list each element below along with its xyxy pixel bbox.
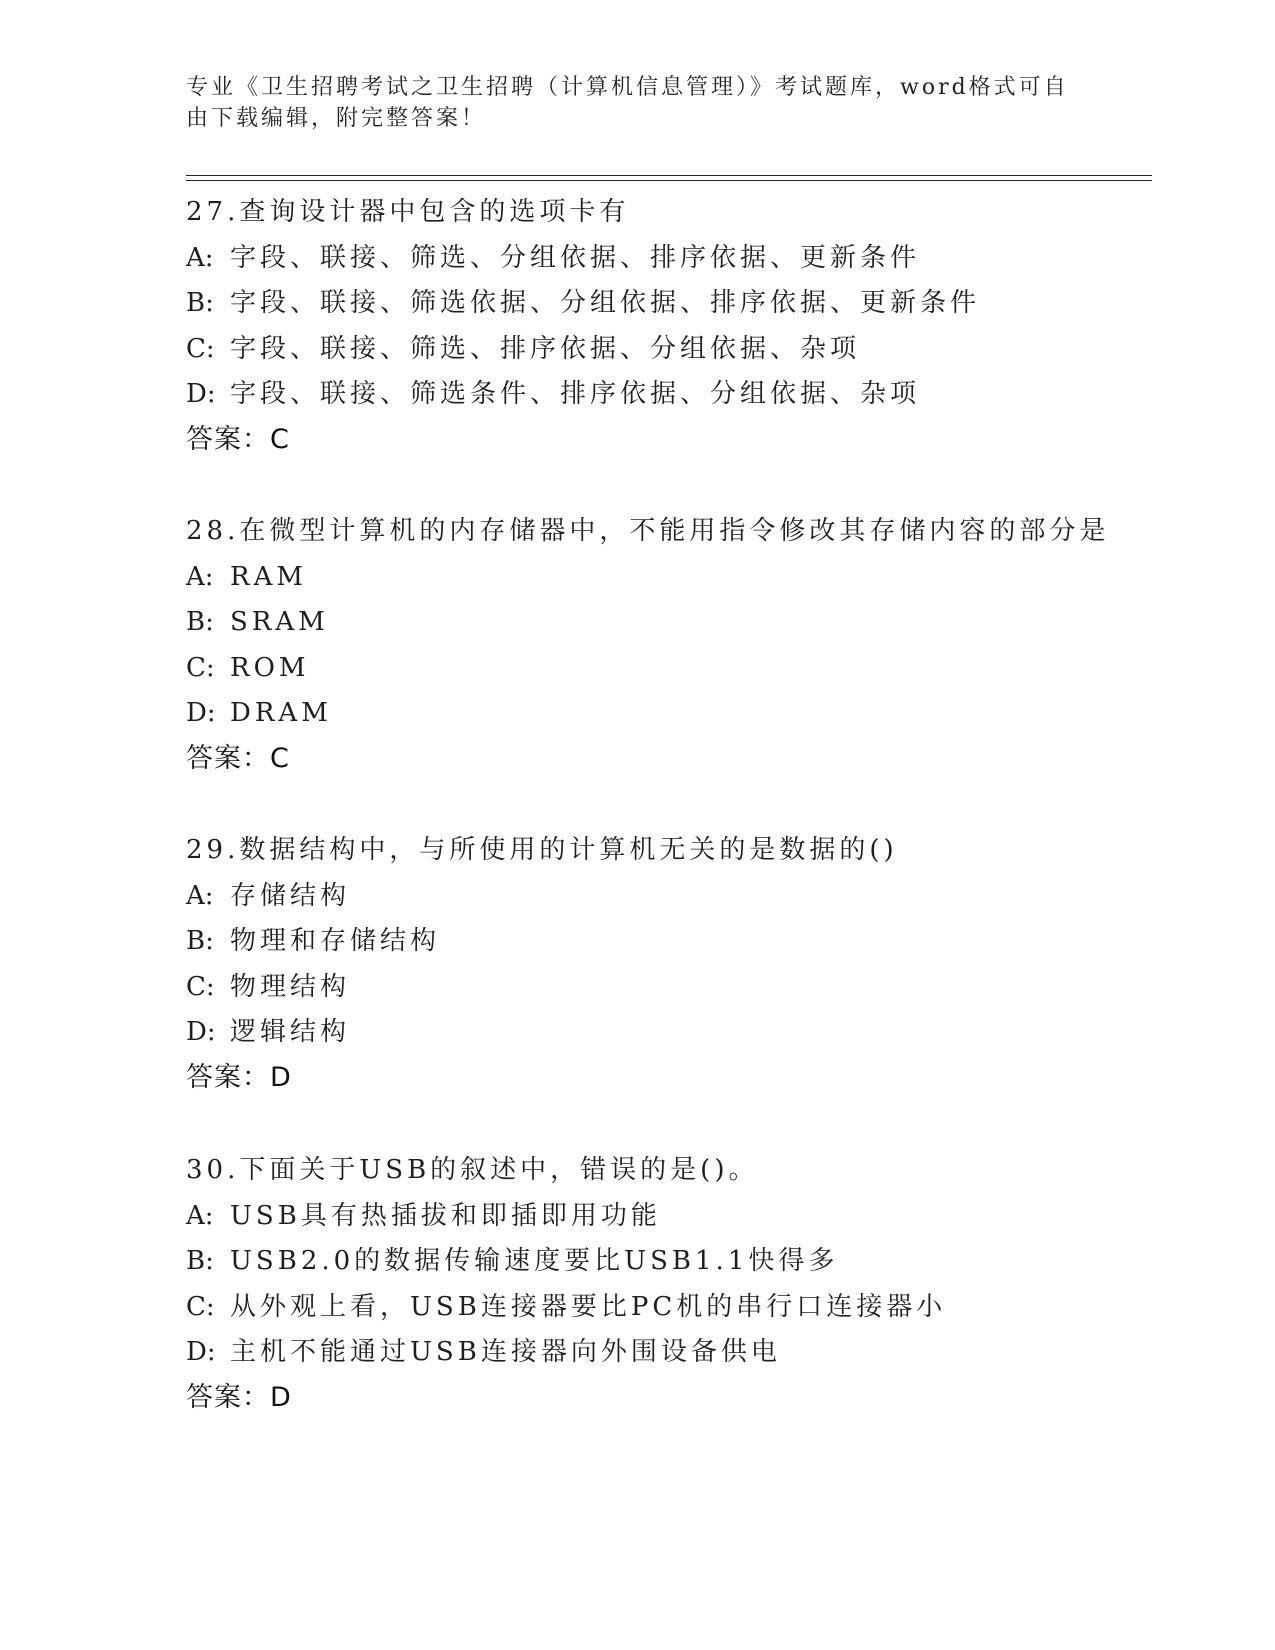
option-b — [186, 919, 1186, 965]
option-text: 物理和存储结构 — [230, 926, 441, 956]
option-text: USB2.0的数据传输速度要比USB1.1快得多 — [230, 1246, 839, 1276]
answer: 答案：D — [186, 1061, 292, 1093]
option-d — [186, 372, 1186, 418]
question-30 — [186, 1148, 1186, 1420]
option-text: 字段、联接、筛选、排序依据、分组依据、杂项 — [230, 333, 861, 364]
option-text: 从外观上看，USB连接器要比PC机的串行口连接器小 — [230, 1291, 947, 1322]
option-label: D: — [186, 379, 216, 409]
option-label: C: — [186, 1291, 215, 1322]
answer: 答案：D — [186, 1381, 292, 1413]
question-27 — [186, 190, 1186, 462]
option-a — [186, 1194, 1186, 1240]
option-a — [186, 555, 1186, 601]
option-a — [186, 236, 1186, 282]
answer: 答案：C — [186, 423, 290, 455]
option-label: D: — [186, 1337, 216, 1367]
question-28 — [186, 509, 1186, 781]
option-b — [186, 281, 1186, 327]
option-text: 字段、联接、筛选依据、分组依据、排序依据、更新条件 — [230, 288, 981, 318]
option-text: 字段、联接、筛选、分组依据、排序依据、更新条件 — [230, 242, 921, 273]
question-stem: 29.数据结构中，与所使用的计算机无关的是数据的() — [186, 835, 898, 865]
question-stem: 28.在微型计算机的内存储器中，不能用指令修改其存储内容的部分是 — [186, 516, 1110, 546]
option-d — [186, 691, 1186, 737]
option-b — [186, 1239, 1186, 1285]
option-a — [186, 874, 1186, 920]
option-label: D: — [186, 698, 216, 728]
option-label: B: — [186, 1246, 214, 1276]
option-d — [186, 1010, 1186, 1056]
option-text: 主机不能通过USB连接器向外围设备供电 — [230, 1337, 781, 1367]
option-label: B: — [186, 288, 214, 318]
option-c — [186, 1285, 1186, 1331]
option-label: A: — [186, 561, 214, 592]
option-label: A: — [186, 880, 214, 911]
option-text: 存储结构 — [230, 880, 351, 911]
option-c — [186, 327, 1186, 373]
option-b — [186, 600, 1186, 646]
header-line-1: 专业《卫生招聘考试之卫生招聘（计算机信息管理）》考试题库，word格式可自 — [186, 75, 1069, 100]
header-divider-top — [186, 175, 1152, 176]
option-label: A: — [186, 1200, 214, 1231]
option-c — [186, 646, 1186, 692]
option-text: DRAM — [230, 698, 332, 728]
option-label: C: — [186, 971, 215, 1002]
option-c — [186, 965, 1186, 1011]
option-label: D: — [186, 1017, 216, 1047]
option-text: SRAM — [230, 607, 329, 637]
option-label: C: — [186, 333, 215, 364]
answer: 答案：C — [186, 742, 290, 774]
option-label: A: — [186, 242, 214, 273]
question-stem: 27.查询设计器中包含的选项卡有 — [186, 197, 630, 227]
option-label: B: — [186, 607, 214, 637]
question-stem: 30.下面关于USB的叙述中，错误的是()。 — [186, 1155, 759, 1185]
option-text: 物理结构 — [230, 971, 351, 1002]
option-d — [186, 1330, 1186, 1376]
option-text: USB具有热插拔和即插即用功能 — [230, 1200, 661, 1231]
header-divider-bottom — [186, 180, 1152, 181]
option-text: RAM — [230, 561, 307, 592]
document-header — [186, 72, 1086, 134]
option-text: 逻辑结构 — [230, 1017, 351, 1047]
option-label: B: — [186, 926, 214, 956]
option-text: 字段、联接、筛选条件、排序依据、分组依据、杂项 — [230, 379, 921, 409]
option-text: ROM — [230, 652, 310, 683]
header-line-2: 由下载编辑，附完整答案！ — [186, 106, 487, 131]
option-label: C: — [186, 652, 215, 683]
question-29 — [186, 828, 1186, 1100]
